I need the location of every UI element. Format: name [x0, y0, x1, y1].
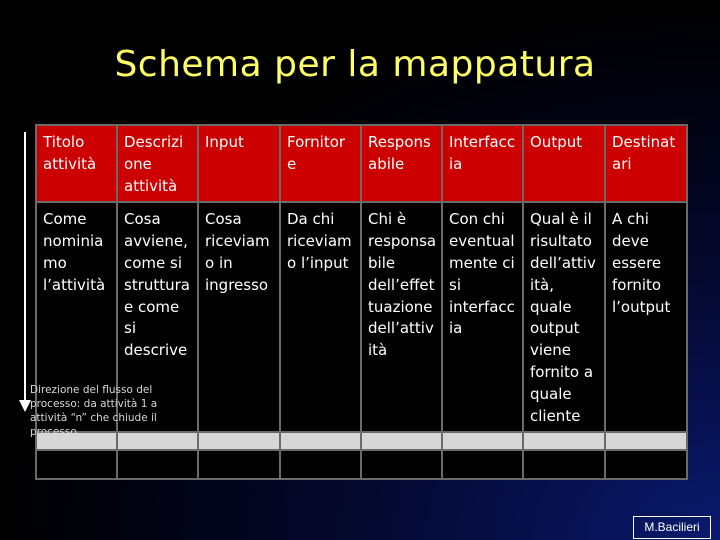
table-cell: Da chi riceviam o l’input	[280, 202, 361, 432]
header-cell: Output	[523, 125, 605, 202]
header-cell: Respons abile	[361, 125, 442, 202]
empty-cell	[605, 450, 687, 479]
slide-title: Schema per la mappatura	[114, 44, 596, 85]
table-cell: Cosa riceviam o in ingresso	[198, 202, 280, 432]
table-cell: Chi è responsa bile dell’effet tuazione dell’attiv ità	[361, 202, 442, 432]
flow-direction-note: Direzione del flusso del processo: da attività 1 a attività “n” che chiude il processo	[30, 384, 158, 438]
header-cell: Descrizi one attività	[117, 125, 198, 202]
table-cell: Come nominia mo l’attività	[36, 202, 117, 432]
header-cell: Input	[198, 125, 280, 202]
empty-table-row	[36, 450, 687, 479]
header-cell: Destinat ari	[605, 125, 687, 202]
table-cell: Cosa avviene, come si struttura e come si descrive	[117, 202, 198, 432]
empty-cell	[117, 450, 198, 479]
header-cell: Titolo attività	[36, 125, 117, 202]
empty-cell	[523, 432, 605, 450]
table-cell: Qual è il risultato dell’attiv ità, quale output viene fornito a quale cliente	[523, 202, 605, 432]
table-cell: A chi deve essere fornito l’output	[605, 202, 687, 432]
empty-cell	[523, 450, 605, 479]
table-header-row	[36, 125, 687, 202]
header-cell: Interfacc ia	[442, 125, 523, 202]
empty-cell	[280, 450, 361, 479]
empty-cell	[361, 450, 442, 479]
empty-cell	[442, 432, 523, 450]
empty-cell	[442, 450, 523, 479]
empty-cell	[198, 450, 280, 479]
empty-cell	[198, 432, 280, 450]
empty-cell	[605, 432, 687, 450]
empty-cell	[280, 432, 361, 450]
flow-arrow-line	[24, 132, 26, 402]
header-cell: Fornitor e	[280, 125, 361, 202]
empty-cell	[361, 432, 442, 450]
empty-cell	[36, 450, 117, 479]
author-label: M.Bacilieri	[633, 516, 711, 539]
table-cell: Con chi eventual mente ci si interfacc ia	[442, 202, 523, 432]
